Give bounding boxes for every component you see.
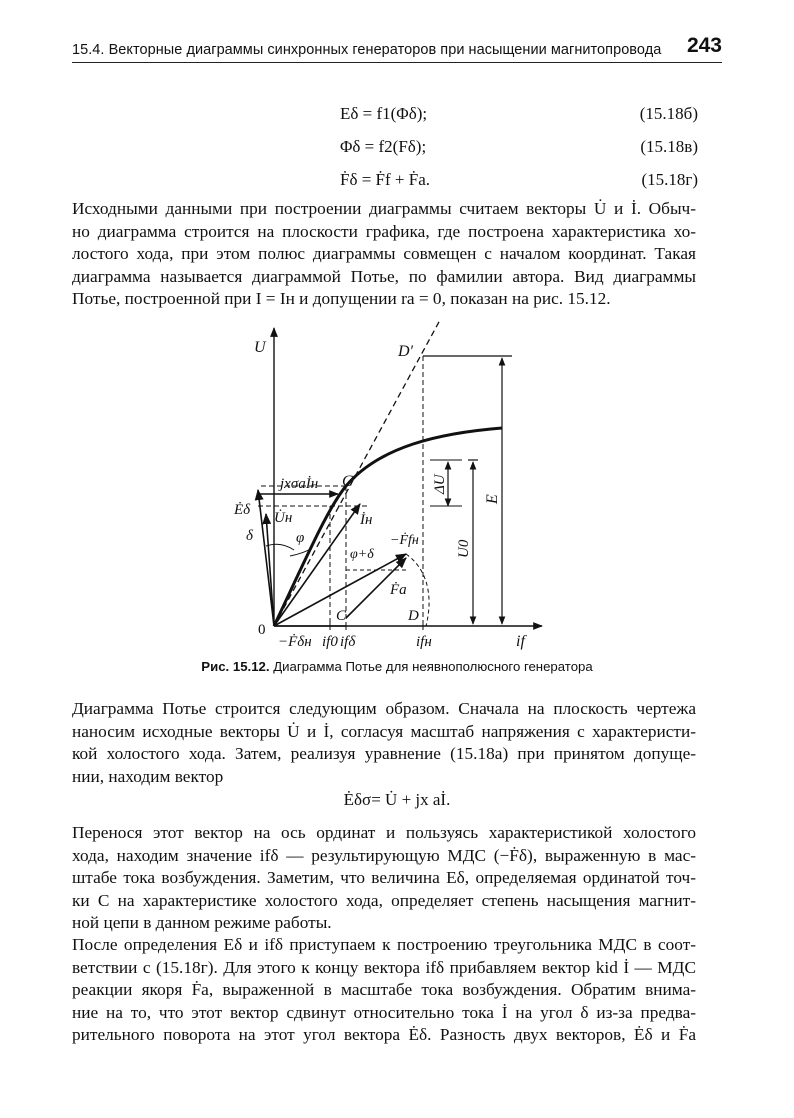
label-x-minus-f: −Ḟδн (278, 634, 312, 650)
label-d: D (408, 608, 419, 624)
text-line: Исходными данными при построении диаграммы считаем векторы U̇ и İ. Обыч- (72, 199, 696, 218)
text-line: но диаграмма строится на плоскости графика, где построена характеристика хо- (72, 221, 696, 241)
equation-number-15-18b: (15.18б) (639, 104, 698, 123)
label-u0: U0 (456, 539, 472, 558)
paragraph-mds-triangle (72, 934, 696, 1047)
label-d-prime: D′ (398, 343, 414, 360)
label-e: E (484, 494, 501, 504)
caption-text: Диаграмма Потье для неявнополюсного генератора (273, 659, 593, 674)
no-load-characteristic (274, 428, 502, 626)
text-line: штабе тока возбуждения. Заметим, что величина Eδ, определяемая ординатой точ- (72, 868, 696, 888)
label-x-ifn: ifн (416, 634, 432, 650)
paragraph-transfer (72, 822, 696, 935)
label-phi-delta: φ+δ (350, 547, 374, 562)
label-minus-f-fn: −Ḟfн (390, 533, 419, 548)
label-x-if: if (516, 633, 525, 650)
text-line: нии, находим вектор (72, 766, 224, 786)
label-c-prime: C′ (342, 473, 357, 490)
text-line: наносим исходные векторы U̇ и İ, согласуя масштаб напряжения с характеристи- (72, 721, 696, 741)
text-line: лостого хода, при этом полюс диаграммы совмещен с началом координат. Такая (72, 244, 696, 264)
text-line: ветствии с (15.18г). Для этого к концу вектора ifδ прибавляем вектор kid İ — МДС (72, 957, 696, 977)
text-line: диаграмма называется диаграммой Потье, по фамилии автора. Вид диаграммы (72, 266, 696, 286)
equation-15-18v: Φδ = f2(Fδ); (340, 137, 427, 156)
equation-15-18g: Ḟδ = Ḟf + Ḟa. (340, 170, 431, 189)
label-phi: φ (296, 530, 305, 546)
label-zero: 0 (258, 622, 266, 638)
text-line: Перенося этот вектор на ось ординат и пользуясь характеристикой холостого (72, 823, 696, 842)
text-line: После определения Eδ и ifδ приступаем к построению треугольника МДС в соот- (72, 935, 696, 954)
paragraph-construction (72, 698, 696, 788)
equation-number-15-18v: (15.18в) (640, 137, 698, 156)
text-line: кой холостого хода. Затем, реализуя уравнение (15.18а) при принятом допуще- (72, 744, 696, 764)
page-header (72, 34, 722, 64)
label-delta-u: ΔU (432, 474, 448, 494)
text-line: ки C на характеристике холостого хода, определяет степень насыщения магнит- (72, 890, 696, 910)
delta-angle-arc (266, 544, 294, 550)
paragraph-intro (72, 198, 696, 311)
equation-15-18b: Eδ = f1(Φδ); (340, 104, 428, 123)
figure-caption (0, 659, 794, 674)
label-u-n: U̇н (274, 510, 293, 526)
label-c: C (336, 608, 347, 624)
label-f-a: Ḟa (390, 582, 407, 598)
text-line: реакции якоря Ḟa, выраженной в масштабе тока возбуждения. Обратим внима- (72, 980, 696, 1000)
text-line: ной цепи в данном режиме работы. (72, 913, 332, 933)
e-delta-vector (258, 490, 274, 626)
header-rule (72, 62, 722, 63)
label-x-if0: if0 (322, 634, 338, 650)
label-u: U (254, 339, 266, 356)
text-line: хода, находим значение ifδ — результирующую МДС (−Ḟδ), выраженную в мас- (72, 845, 696, 865)
text-line: рительного поворота на этот угол вектора Ėδ. Разность двух векторов, Ėδ и Ḟa (72, 1025, 696, 1045)
page-number: 243 (686, 34, 722, 57)
text-line: Потье, построенной при I = Iн и допущении ra = 0, показан на рис. 15.12. (72, 289, 611, 309)
potier-diagram (230, 318, 550, 658)
label-i-n: İн (360, 512, 373, 528)
label-jx: jxσaİн (280, 476, 319, 492)
label-x-ifd: ifδ (340, 634, 356, 650)
equation-number-15-18g: (15.18г) (641, 170, 698, 189)
label-e-delta: Ėδ (234, 502, 251, 518)
text-line: ние на то, что этот вектор сдвинут относительно тока İ на угол δ из-за предва- (72, 1002, 696, 1022)
header-title: 15.4. Векторные диаграммы синхронных генераторов при насыщении магнитопровода (72, 42, 662, 58)
caption-label: Рис. 15.12. (201, 659, 270, 674)
label-delta: δ (246, 528, 253, 544)
text-line: Диаграмма Потье строится следующим образом. Сначала на плоскость чертежа (72, 699, 696, 718)
center-equation: Ėδσ= U̇ + jx aİ. (343, 790, 451, 809)
